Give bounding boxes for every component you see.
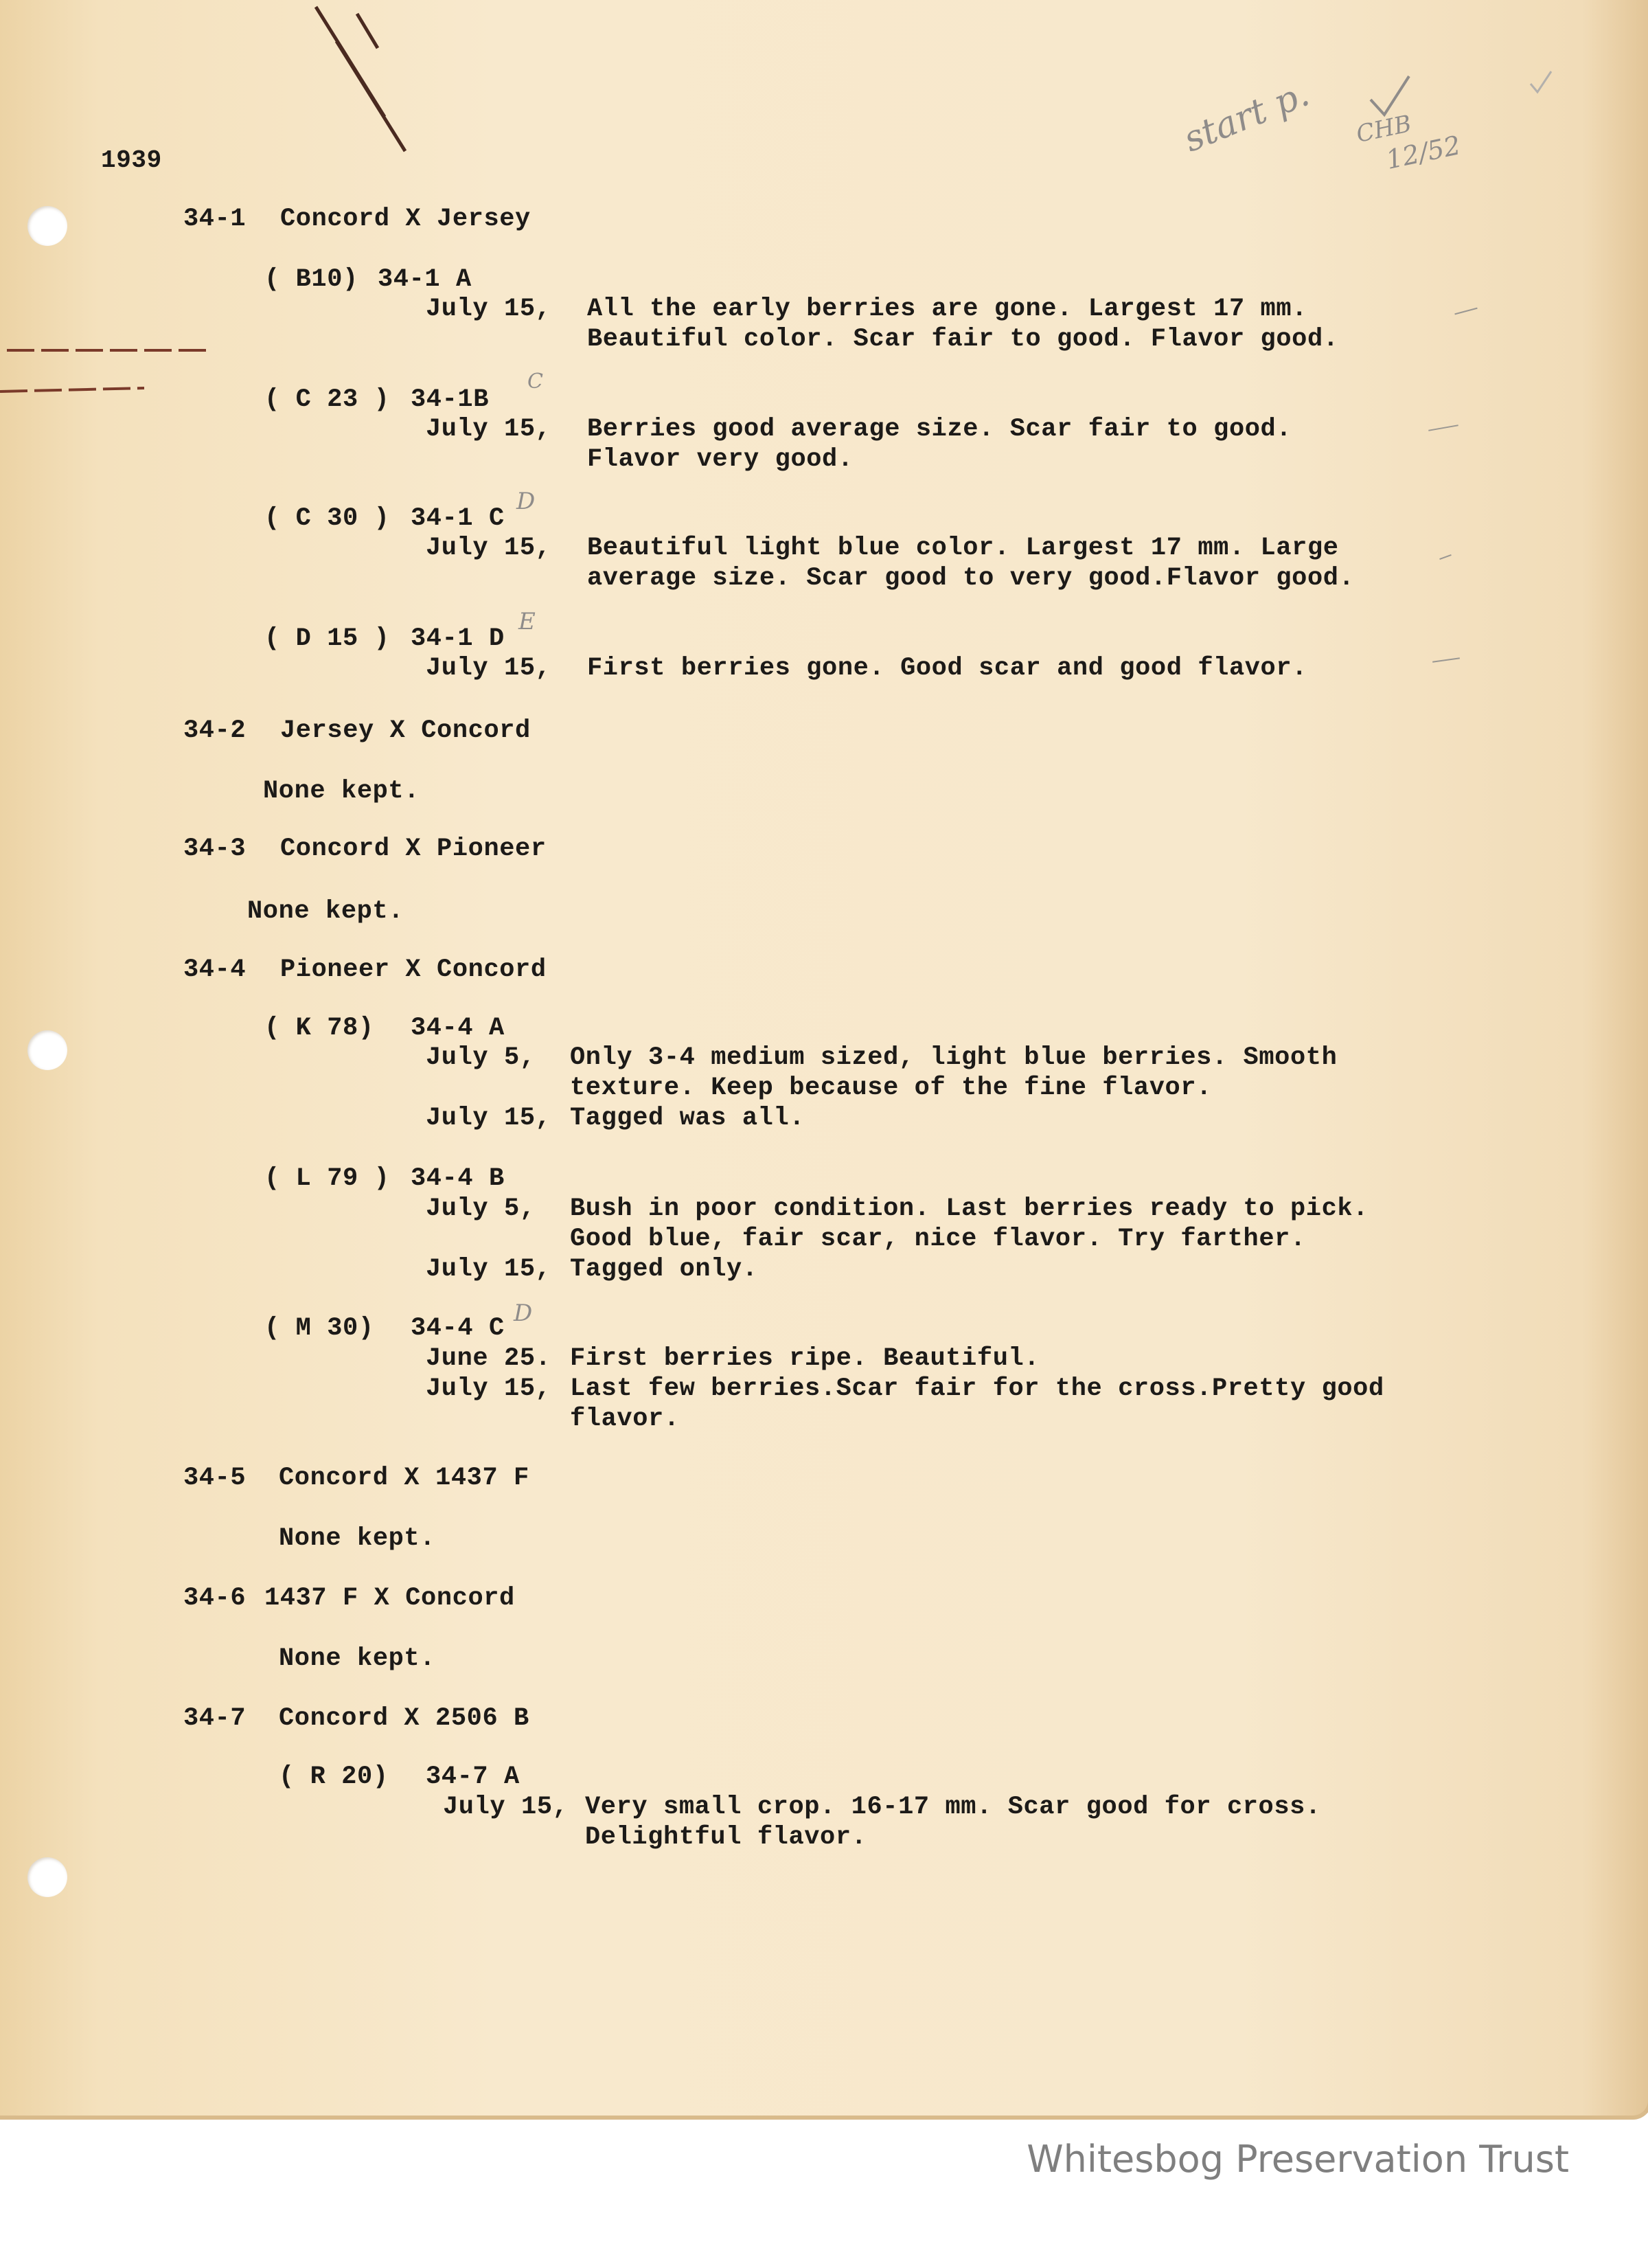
cross-id: 34-3	[183, 835, 247, 863]
cross-id: 34-5	[183, 1464, 247, 1493]
note-date: June 25.	[426, 1344, 551, 1373]
note-date: July 15,	[443, 1793, 569, 1822]
cross-parents: Concord X 1437 F	[279, 1464, 529, 1493]
note-line: Bush in poor condition. Last berries ready to pick.	[570, 1194, 1369, 1223]
plot-code: ( D 15 )	[264, 624, 390, 653]
note-date: July 15,	[426, 654, 551, 683]
note-date: July 15,	[426, 295, 551, 324]
cross-id: 34-7	[183, 1704, 247, 1733]
cross-note: None kept.	[247, 897, 404, 926]
note-line: Beautiful light blue color. Largest 17 mm. Large	[587, 534, 1339, 563]
selection-code: 34-1B	[411, 385, 490, 414]
margin-tick-mark	[1439, 554, 1452, 560]
selection-code: 34-4 A	[411, 1014, 505, 1043]
selection-code: 34-1 D	[411, 624, 505, 653]
year-heading: 1939	[101, 146, 162, 174]
plot-code: ( K 78)	[264, 1014, 374, 1043]
note-line: First berries gone. Good scar and good flavor.	[587, 654, 1307, 683]
note-line: Delightful flavor.	[585, 1823, 867, 1852]
handwritten-letter: C	[527, 370, 543, 394]
cross-parents: Concord X Jersey	[280, 205, 531, 234]
handwritten-date: 12/52	[1383, 130, 1463, 175]
note-date: July 15,	[426, 1374, 551, 1403]
plot-code: ( R 20)	[279, 1762, 389, 1791]
handwritten-note: start p.	[1178, 73, 1315, 161]
note-date: July 15,	[426, 534, 551, 563]
note-line: Berries good average size. Scar fair to good.	[587, 415, 1292, 444]
punch-hole	[27, 1030, 67, 1070]
plot-code: ( C 23 )	[264, 385, 390, 414]
ink-stroke-mark	[302, 0, 439, 165]
cross-parents: Pioneer X Concord	[280, 955, 547, 984]
note-date: July 5,	[426, 1194, 536, 1223]
handwritten-initials: CHB	[1353, 110, 1414, 148]
handwritten-letter: D	[514, 1300, 533, 1327]
selection-code: 34-1 C	[411, 504, 505, 533]
watermark-text: Whitesbog Preservation Trust	[1027, 2137, 1569, 2181]
plot-code: ( C 30 )	[264, 504, 390, 533]
note-date: July 15,	[426, 415, 551, 444]
cross-parents: Concord X Pioneer	[280, 835, 547, 863]
note-date: July 15,	[426, 1255, 551, 1284]
handwritten-letter: E	[518, 608, 536, 635]
ink-smudge-mark	[0, 337, 220, 398]
cross-id: 34-6	[183, 1584, 247, 1613]
plot-code: ( M 30)	[264, 1314, 374, 1343]
note-line: Last few berries.Scar fair for the cross.Pretty good	[570, 1374, 1384, 1403]
selection-code: 34-4 B	[411, 1164, 505, 1193]
margin-tick-mark	[1428, 424, 1458, 431]
note-line: First berries ripe. Beautiful.	[570, 1344, 1040, 1373]
handwritten-letter: D	[516, 488, 536, 515]
note-line: Beautiful color. Scar fair to good. Flavor good.	[587, 325, 1339, 354]
checkmark-icon	[1528, 69, 1555, 96]
plot-code: ( B10)	[264, 265, 358, 294]
note-line: Good blue, fair scar, nice flavor. Try farther.	[570, 1225, 1306, 1254]
cross-note: None kept.	[279, 1524, 436, 1553]
cross-id: 34-1	[183, 205, 247, 234]
cross-id: 34-4	[183, 955, 247, 984]
cross-parents: 1437 F X Concord	[264, 1584, 515, 1613]
margin-tick-mark	[1454, 308, 1477, 315]
cross-id: 34-2	[183, 716, 247, 745]
margin-tick-mark	[1432, 657, 1460, 663]
note-line: flavor.	[570, 1405, 680, 1433]
note-line: Only 3-4 medium sized, light blue berries. Smooth	[570, 1043, 1338, 1072]
cross-note: None kept.	[279, 1644, 436, 1673]
note-line: Flavor very good.	[587, 445, 854, 474]
punch-hole	[27, 1857, 67, 1897]
note-date: July 5,	[426, 1043, 536, 1072]
note-line: Very small crop. 16-17 mm. Scar good for cross.	[585, 1793, 1321, 1822]
note-line: Tagged only.	[570, 1255, 758, 1284]
cross-parents: Jersey X Concord	[280, 716, 531, 745]
selection-code: 34-7 A	[426, 1762, 520, 1791]
plot-code: ( L 79 )	[264, 1164, 390, 1193]
note-line: average size. Scar good to very good.Flavor good.	[587, 564, 1355, 593]
note-date: July 15,	[426, 1104, 551, 1133]
punch-hole	[27, 206, 67, 246]
selection-code: 34-4 C	[411, 1314, 505, 1343]
cross-note: None kept.	[263, 777, 420, 806]
selection-code: 34-1 A	[378, 265, 472, 294]
note-line: Tagged was all.	[570, 1104, 805, 1133]
note-line: All the early berries are gone. Largest 17 mm.	[587, 295, 1307, 324]
note-line: texture. Keep because of the fine flavor.	[570, 1074, 1212, 1102]
cross-parents: Concord X 2506 B	[279, 1704, 529, 1733]
